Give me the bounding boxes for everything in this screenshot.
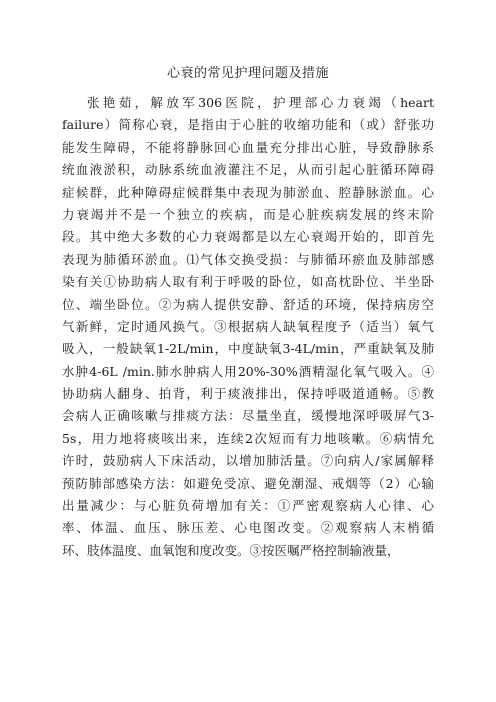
text-line: 预防肺部感染方法：如避免受凉、避免潮湿、戒烟等（2）心输 <box>62 475 434 491</box>
text-line: 统血液淤积，动脉系统血液灌注不足，从而引起心脏循环障碍 <box>62 162 434 178</box>
text-line: failure）简称心衰，是指由于心脏的收缩功能和（或）舒张功 <box>62 117 434 133</box>
text-line: 位、端坐卧位。②为病人提供安静、舒适的环境，保持病房空 <box>62 296 434 312</box>
text-line: 力衰竭并不是一个独立的疾病，而是心脏疾病发展的终末阶 <box>62 206 434 222</box>
text-line: 表现为肺循环淤血。⑴气体交换受损：与肺循环瘀血及肺部感 <box>62 251 434 267</box>
text-line: 张艳茹，解放军306医院，护理部心力衰竭（heart <box>87 95 434 110</box>
document-body <box>62 92 434 562</box>
text-line: 会病人正确咳嗽与排痰方法：尽量坐直，缓慢地深呼吸屏气3- <box>62 408 434 424</box>
document-title: 心衰的常见护理问题及措施 <box>166 66 329 81</box>
text-line: 染有关①协助病人取有利于呼吸的卧位，如高枕卧位、半坐卧 <box>62 274 434 290</box>
text-line: 症候群，此种障碍症候群集中表现为肺淤血、腔静脉淤血。心 <box>62 184 434 200</box>
text-line: 率、体温、血压、脉压差、心电图改变。②观察病人末梢循 <box>62 520 434 536</box>
text-line: 能发生障碍，不能将静脉回心血量充分排出心脏，导致静脉系 <box>62 139 434 155</box>
text-line: 许时，鼓励病人下床活动，以增加肺活量。⑦向病人/家属解释 <box>62 453 434 469</box>
text-line: 气新鲜，定时通风换气。③根据病人缺氧程度予（适当）氧气 <box>62 318 434 334</box>
text-line: 5s，用力地将痰咳出来，连续2次短而有力地咳嗽。⑥病情允 <box>62 430 434 446</box>
text-line: 段。其中绝大多数的心力衰竭都是以左心衰竭开始的，即首先 <box>62 229 434 245</box>
text-line: 吸入，一般缺氧1-2L/min，中度缺氧3-4L/min，严重缺氧及肺 <box>62 341 434 357</box>
text-line: 出量减少：与心脏负荷增加有关：①严密观察病人心律、心 <box>62 498 434 514</box>
text-line: 水肿4-6L /min.肺水肿病人用20%-30%酒精湿化氧气吸入。④ <box>62 363 434 379</box>
text-line: 环、肢体温度、血氧饱和度改变。③按医嘱严格控制输液量， <box>62 542 400 558</box>
text-line: 协助病人翻身、拍背，利于痰液排出，保持呼吸道通畅。⑤教 <box>62 386 434 402</box>
